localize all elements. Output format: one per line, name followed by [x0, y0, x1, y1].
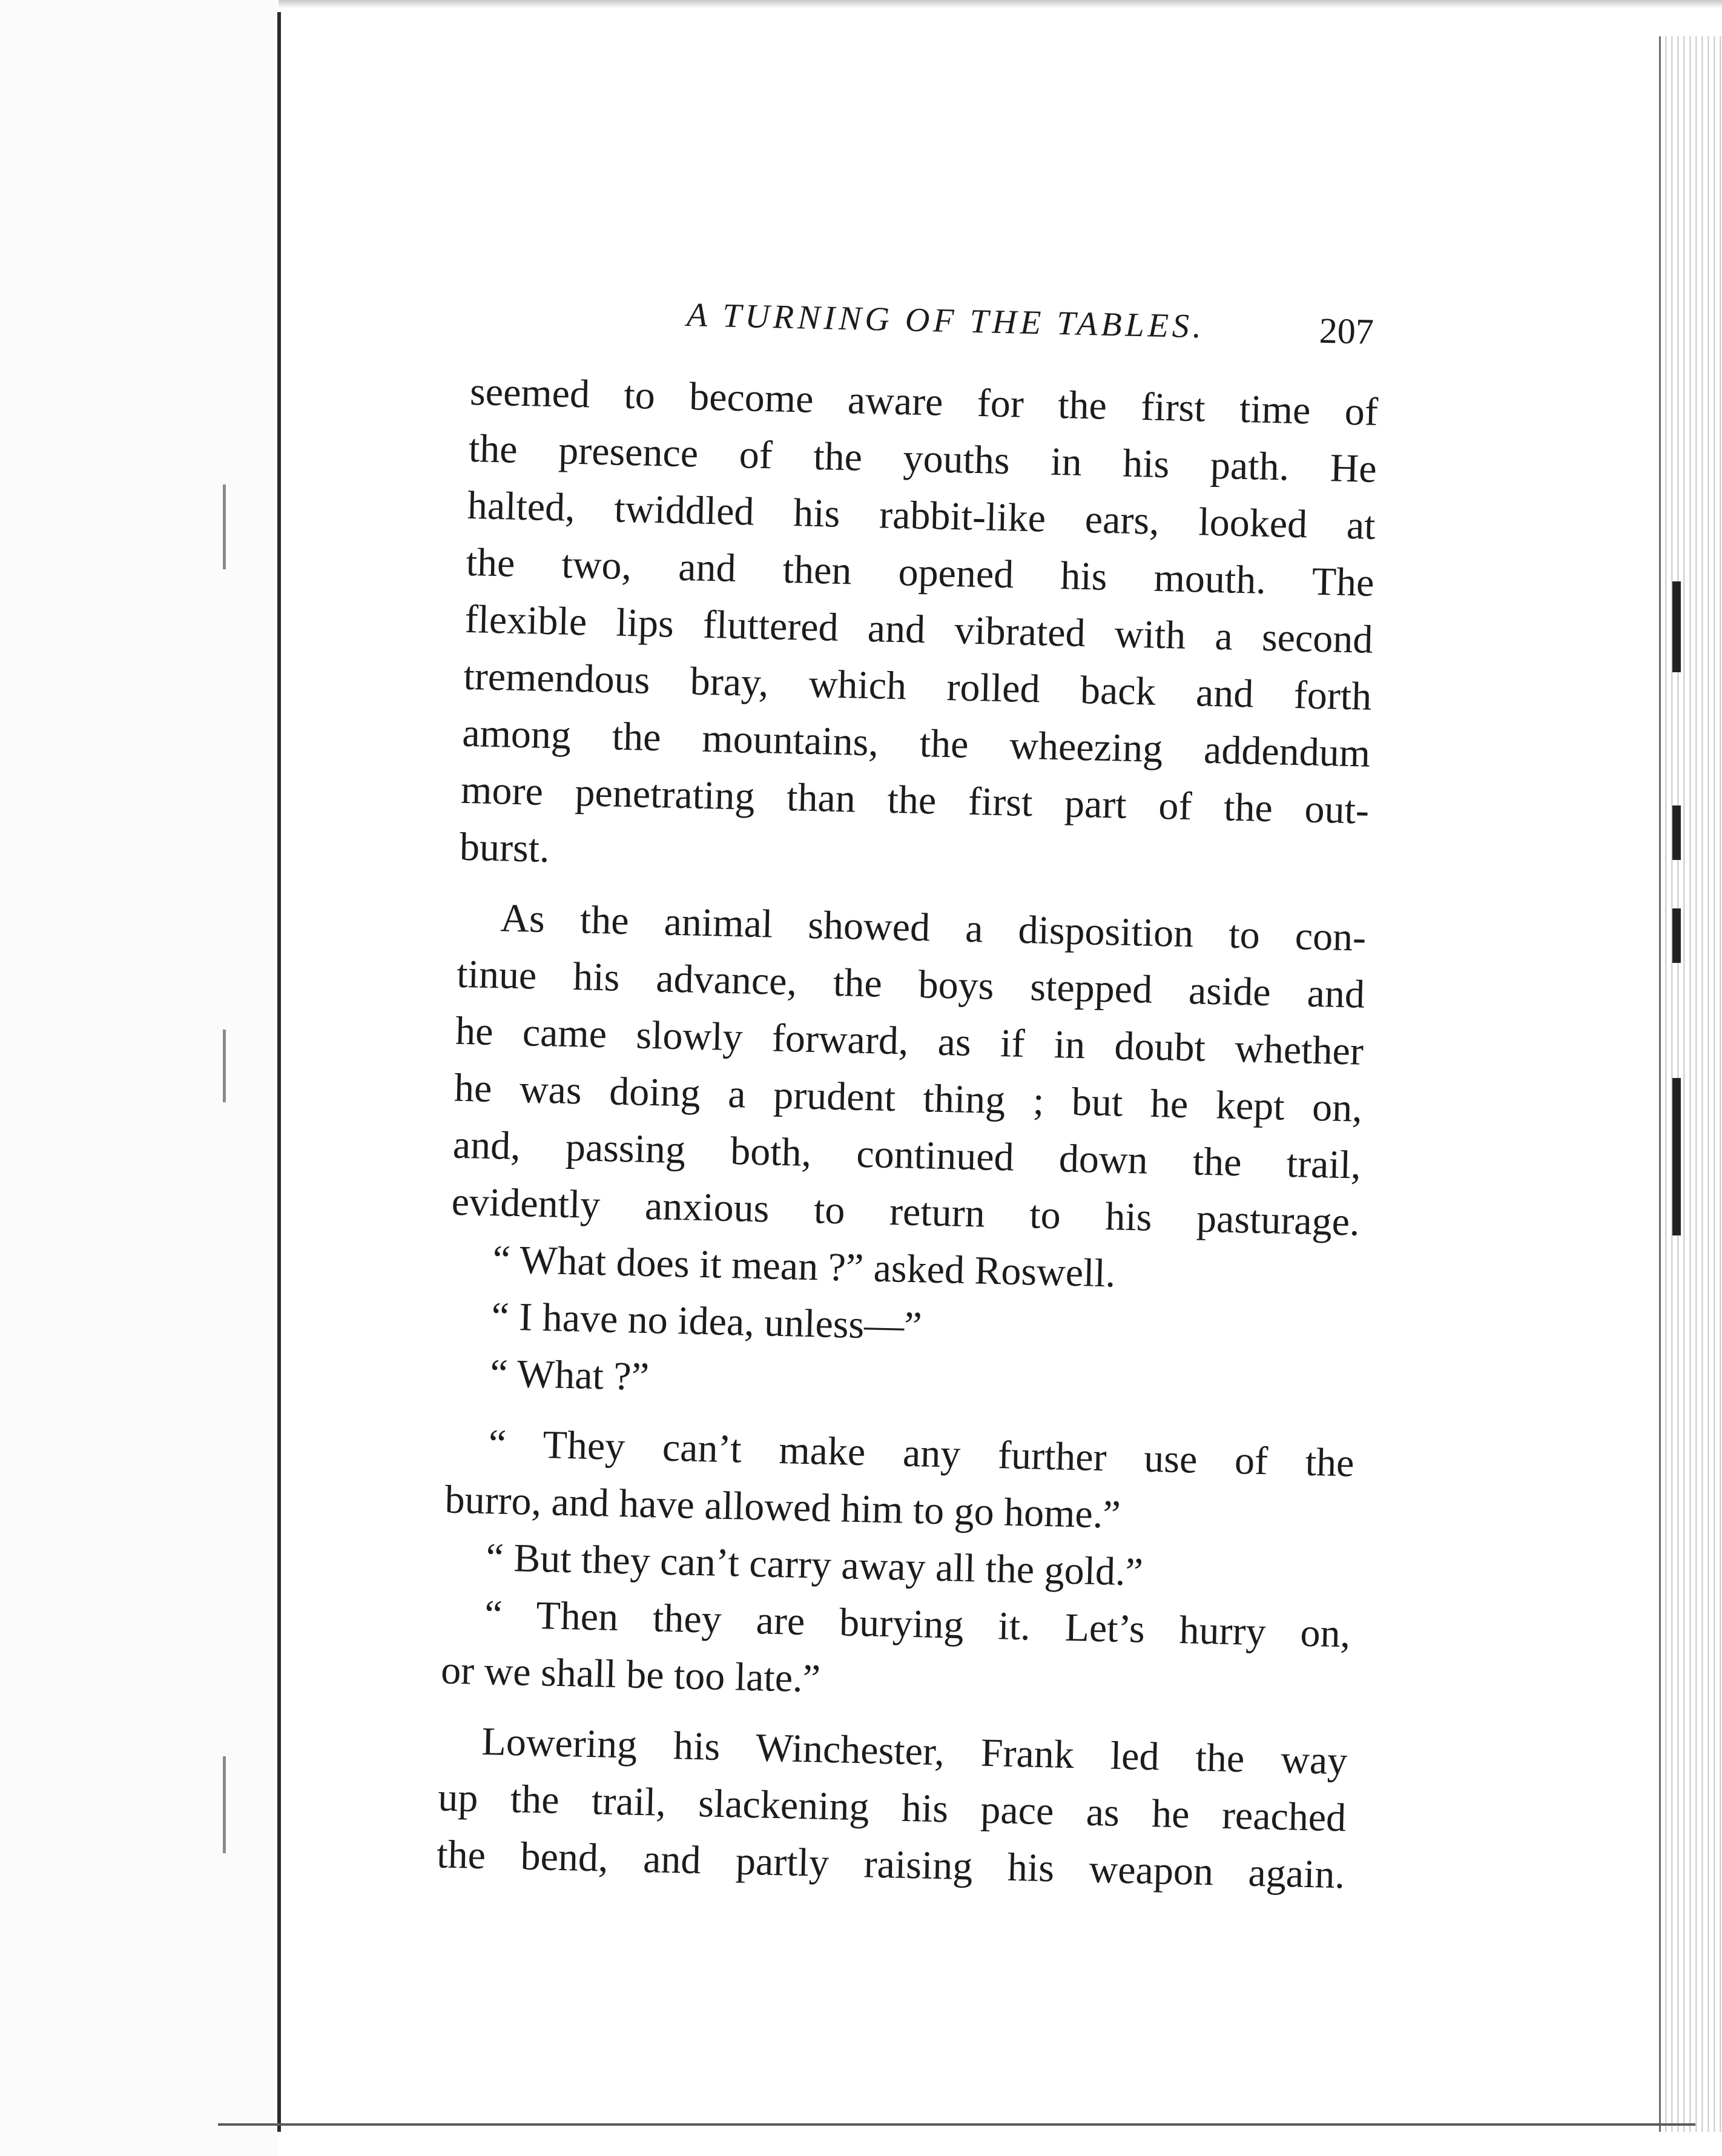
text-line: more penetrating than the first part of the out-	[460, 767, 1370, 833]
text-line: the two, and then opened his mouth. The	[465, 540, 1375, 605]
paragraph	[459, 363, 1379, 896]
text-line: As the animal showed a disposition to con-	[500, 896, 1367, 960]
text-line: “ But they can’t carry away all the gold.”	[485, 1535, 1144, 1595]
text-line: evidently anxious to return to his pasturage.	[451, 1179, 1361, 1245]
paragraph	[440, 1585, 1351, 1719]
text-line: Lowering his Winchester, Frank led the way	[481, 1719, 1348, 1784]
text-line: among the mountains, the wheezing addendum	[461, 710, 1371, 776]
text-line: up the trail, slackening his pace as he reached	[437, 1775, 1347, 1840]
margin-mark	[223, 1756, 226, 1853]
text-line: he was doing a prudent thing ; but he kept on,	[454, 1065, 1363, 1131]
text-line: seemed to become aware for the first time of	[469, 369, 1379, 434]
margin-mark	[223, 484, 226, 569]
paragraph	[451, 889, 1367, 1251]
text-line: and, passing both, continued down the trail,	[452, 1122, 1362, 1188]
edge-mark	[1672, 1078, 1681, 1235]
text-line: “ I have no idea, unless—”	[490, 1294, 923, 1349]
text-line: the presence of the youths in his path. He	[468, 426, 1377, 491]
text-line: “ What does it mean ?” asked Roswell.	[492, 1237, 1117, 1296]
text-line: tremendous bray, which rolled back and forth	[463, 653, 1373, 719]
text-line: he came slowly forward, as if in doubt whether	[455, 1008, 1364, 1074]
text-line: burst.	[459, 824, 550, 871]
text-line: “ They can’t make any further use of the	[487, 1421, 1355, 1486]
scan-top-edge	[279, 0, 1722, 8]
edge-mark	[1672, 908, 1681, 963]
text-line: flexible lips fluttered and vibrated with a second	[464, 597, 1374, 662]
paragraph	[436, 1712, 1348, 1903]
running-head-title: A TURNING OF THE TABLES.	[686, 296, 1206, 346]
page-number: 207	[1319, 310, 1374, 352]
margin-mark	[223, 1030, 226, 1102]
text-line: burro, and have allowed him to go home.”	[444, 1477, 1121, 1537]
edge-mark	[1672, 581, 1681, 672]
page-text	[436, 291, 1380, 1903]
paragraph	[444, 1415, 1355, 1549]
page-bottom-rule	[218, 2123, 1695, 2126]
facing-page	[0, 0, 279, 2156]
text-line: or we shall be too late.”	[440, 1648, 821, 1701]
text-line: “ Then they are burying it. Let’s hurry on,	[484, 1592, 1351, 1656]
page-edges	[1659, 36, 1722, 2132]
text-line: halted, twiddled his rabbit-like ears, looked at	[467, 483, 1376, 548]
text-line: tinue his advance, the boys stepped aside and	[456, 951, 1365, 1017]
text-line: “ What ?”	[489, 1351, 650, 1400]
edge-mark	[1672, 805, 1681, 860]
text-line: the bend, and partly raising his weapon again.	[436, 1832, 1345, 1897]
